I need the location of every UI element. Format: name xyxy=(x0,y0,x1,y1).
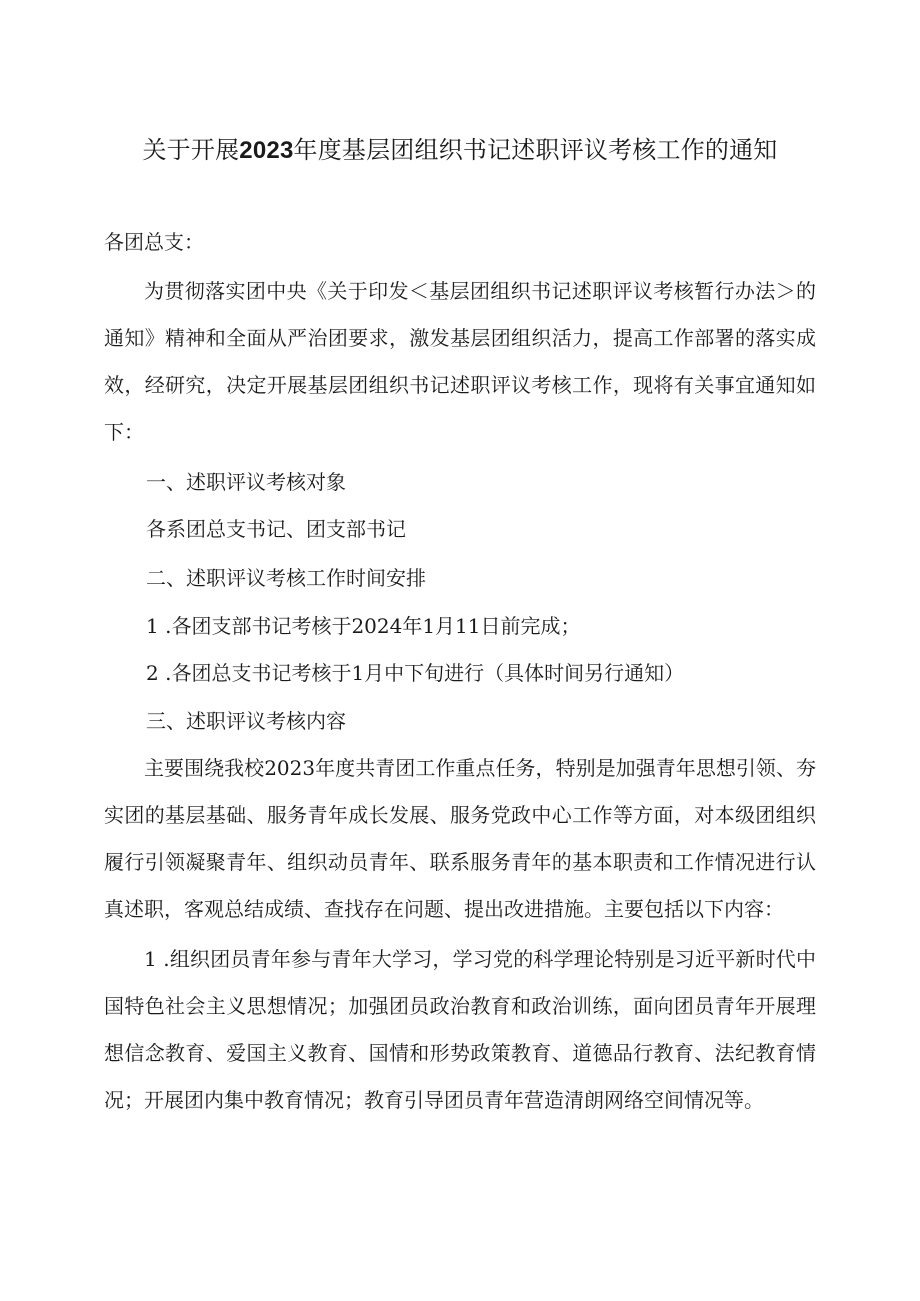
title-year: 2023 xyxy=(239,137,294,164)
salutation: 各团总支： xyxy=(104,230,204,254)
section2-item-2: 2 .各团总支书记考核于1月中下旬进行（具体时间另行通知） xyxy=(146,661,685,685)
section3-body: 主要围绕我校2023年度共青团工作重点任务，特别是加强青年思想引领、夯实团的基层基础、服务青年成长发展、服务党政中心工作等方面，对本级团组织履行引领凝聚青年、组织动员青年、联系服务青年的基本职责和工作情况进行认真述职，客观总结成绩、查找存在问题、提出改进措施。主要包括以下内容： xyxy=(104,756,816,921)
title-suffix: 年度基层团组织书记述职评议考核工作的通知 xyxy=(293,136,778,164)
section1-body: 各系团总支书记、团支部书记 xyxy=(146,517,406,541)
section3-item-1: 1 .组织团员青年参与青年大学习，学习党的科学理论特别是习近平新时代中国特色社会主义思想情况；加强团员政治教育和政治训练，面向团员青年开展理想信念教育、爱国主义教育、国情和形势政策教育、道德品行教育、法纪教育情况；开展团内集中教育情况；教育引导团员青年营造清朗网络空间情况等。 xyxy=(104,947,816,1112)
section2-heading: 二、述职评议考核工作时间安排 xyxy=(146,566,426,590)
document-title xyxy=(0,132,920,169)
section1-heading: 一、述职评议考核对象 xyxy=(146,470,346,494)
section3-heading: 三、述职评议考核内容 xyxy=(146,709,346,733)
title-prefix: 关于开展 xyxy=(142,136,240,164)
section2-item-1: 1 .各团支部书记考核于2024年1月11日前完成； xyxy=(146,614,581,638)
intro-paragraph: 为贯彻落实团中央《关于印发＜基层团组织书记述职评议考核暂行办法＞的通知》精神和全面从严治团要求，激发基层团组织活力，提高工作部署的落实成效，经研究，决定开展基层团组织书记述职评议考核工作，现将有关事宜通知如下： xyxy=(104,279,816,444)
